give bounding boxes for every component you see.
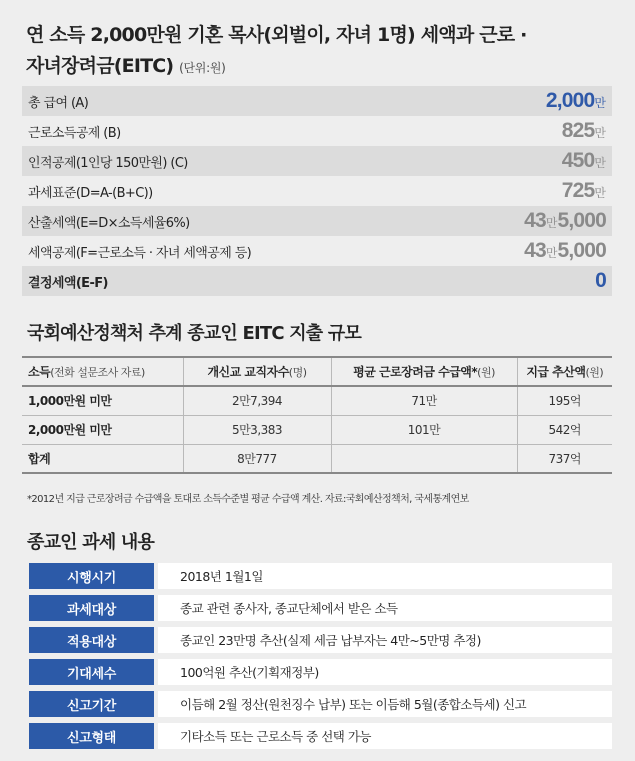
item-value: 이듬해 2월 정산(원천징수 납부) 또는 이듬해 5월(종합소득세) 신고 — [158, 691, 612, 717]
eitc-header-avg-benefit: 평균 근로장려금 수급액*(원) — [331, 357, 517, 386]
eitc-cell-total: 737억 — [517, 444, 612, 473]
page-title — [26, 20, 616, 84]
eitc-cell-clergy-count: 5만3,383 — [183, 415, 331, 444]
title-unit: (단위:원) — [179, 61, 226, 75]
tax-row-label: 총 급여 (A) — [28, 95, 89, 111]
eitc-cell-total: 195억 — [517, 386, 612, 415]
eitc-cell-income: 합계 — [22, 444, 183, 473]
eitc-header-row — [22, 357, 612, 386]
tax-row-earned-income-deduction — [22, 116, 612, 146]
tax-row-total-pay — [22, 86, 612, 116]
item-value: 100억원 추산(기획재정부) — [158, 659, 612, 685]
eitc-header-total: 지급 추산액(원) — [517, 357, 612, 386]
item-key: 적용대상 — [29, 627, 154, 653]
tax-row-value: 43만5,000 — [524, 239, 606, 262]
tax-row-value: 43만5,000 — [524, 209, 606, 232]
tax-row-tax-base — [22, 176, 612, 206]
tax-row-label: 결정세액(E-F) — [28, 275, 108, 291]
tax-row-final-tax — [22, 266, 612, 296]
tax-row-value: 725만 — [561, 179, 606, 202]
eitc-cell-total: 542억 — [517, 415, 612, 444]
religious-tax-section-title: 종교인 과세 내용 — [27, 532, 155, 553]
item-key: 신고형태 — [29, 723, 154, 749]
list-item — [29, 659, 612, 685]
eitc-footnote: *2012년 지급 근로장려금 수급액을 토대로 소득수준별 평균 수급액 계산. 자료:국회예산정책처, 국세통계연보 — [27, 494, 469, 505]
tax-row-calculated-tax — [22, 206, 612, 236]
tax-row-label: 인적공제(1인당 150만원) (C) — [28, 155, 188, 171]
tax-row-label: 세액공제(F=근로소득 · 자녀 세액공제 등) — [28, 245, 252, 261]
item-key: 과세대상 — [29, 595, 154, 621]
eitc-cell-income: 1,000만원 미만 — [22, 386, 183, 415]
tax-row-value: 2,000만 — [545, 89, 606, 112]
religious-tax-list — [29, 563, 612, 755]
item-value: 종교인 23만명 추산(실제 세금 납부자는 4만~5만명 추정) — [158, 627, 612, 653]
list-item — [29, 691, 612, 717]
eitc-table — [22, 356, 612, 474]
list-item — [29, 595, 612, 621]
title-line-2-text: 자녀장려금(EITC) — [26, 55, 174, 77]
eitc-cell-clergy-count: 2만7,394 — [183, 386, 331, 415]
tax-row-value: 450만 — [561, 149, 606, 172]
list-item — [29, 627, 612, 653]
eitc-header-clergy-count: 개신교 교직자수(명) — [183, 357, 331, 386]
title-line-2 — [26, 51, 616, 84]
item-key: 신고기간 — [29, 691, 154, 717]
tax-row-value: 0 — [595, 269, 606, 292]
list-item — [29, 723, 612, 749]
tax-row-tax-credit — [22, 236, 612, 266]
tax-calc-table — [22, 86, 612, 296]
eitc-cell-income: 2,000만원 미만 — [22, 415, 183, 444]
title-line-1: 연 소득 2,000만원 기혼 목사(외벌이, 자녀 1명) 세액과 근로 · — [26, 24, 527, 46]
item-value: 기타소득 또는 근로소득 중 선택 가능 — [158, 723, 612, 749]
item-value: 종교 관련 종사자, 종교단체에서 받은 소득 — [158, 595, 612, 621]
tax-row-label: 과세표준(D=A-(B+C)) — [28, 185, 153, 201]
item-value: 2018년 1월1일 — [158, 563, 612, 589]
table-row — [22, 386, 612, 415]
list-item — [29, 563, 612, 589]
tax-row-label: 산출세액(E=D×소득세율6%) — [28, 215, 190, 231]
tax-row-personal-deduction — [22, 146, 612, 176]
eitc-cell-avg-benefit: 101만 — [331, 415, 517, 444]
eitc-header-income: 소득(전화 설문조사 자료) — [22, 357, 183, 386]
item-key: 시행시기 — [29, 563, 154, 589]
table-row — [22, 415, 612, 444]
item-key: 기대세수 — [29, 659, 154, 685]
eitc-section-title: 국회예산정책처 추계 종교인 EITC 지출 규모 — [27, 323, 362, 344]
eitc-cell-clergy-count: 8만777 — [183, 444, 331, 473]
tax-row-value: 825만 — [561, 119, 606, 142]
table-row-total — [22, 444, 612, 473]
eitc-cell-avg-benefit — [331, 444, 517, 473]
eitc-cell-avg-benefit: 71만 — [331, 386, 517, 415]
tax-row-label: 근로소득공제 (B) — [28, 125, 121, 141]
